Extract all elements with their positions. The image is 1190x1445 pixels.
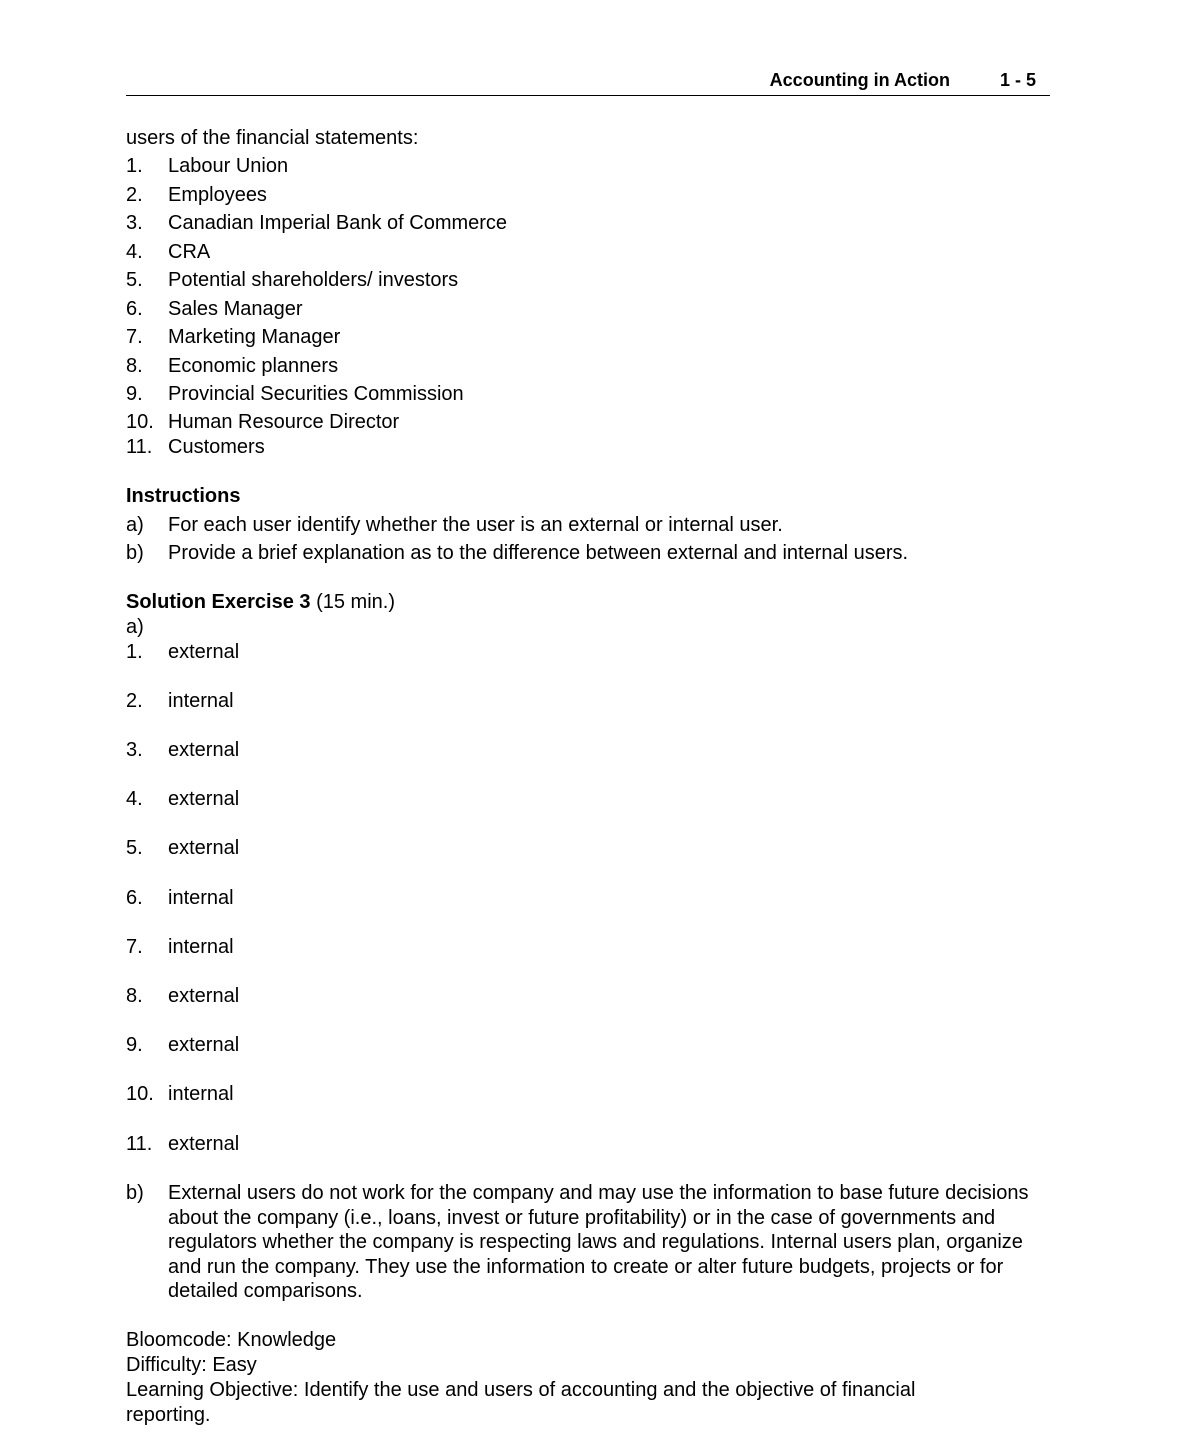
difficulty: Difficulty: Easy [126, 1354, 257, 1376]
part-b-answer [126, 1181, 1050, 1304]
answer-number: 8. [126, 985, 143, 1007]
header-title: Accounting in Action [769, 70, 950, 90]
part-b-text: External users do not work for the company and may use the information to base future decisions about the company (i.e., loans, invest or future profitability) or in the case of governments and regulators whether the company is respecting laws and regulations. Internal users plan, organize and run the company. They use the information to create or alter future budgets, projects or for detailed comparisons. [168, 1182, 1029, 1302]
solution-time: (15 min.) [316, 591, 395, 613]
list-text: Provincial Securities Commission [168, 383, 464, 405]
answer-number: 3. [126, 739, 143, 761]
answer-text: internal [168, 1083, 234, 1105]
page-header [126, 69, 1050, 96]
list-number: 10. [126, 411, 154, 433]
part-b-label: b) [126, 1182, 144, 1204]
list-number: 8. [126, 355, 143, 377]
instruction-text: Provide a brief explanation as to the difference between external and internal users. [168, 542, 909, 564]
answer-text: external [168, 788, 240, 810]
list-text: Canadian Imperial Bank of Commerce [168, 212, 508, 234]
answer-number: 1. [126, 641, 143, 663]
list-text: Employees [168, 184, 267, 206]
instructions-heading: Instructions [126, 485, 241, 507]
answer-text: external [168, 1133, 240, 1155]
header-page-number: 1 - 5 [999, 70, 1036, 90]
list-text: CRA [168, 241, 211, 263]
list-number: 4. [126, 241, 143, 263]
list-number: 11. [126, 436, 153, 458]
list-number: 1. [126, 155, 143, 177]
solution-title: Solution Exercise 3 [126, 591, 311, 613]
answer-text: internal [168, 887, 234, 909]
list-text: Potential shareholders/ investors [168, 269, 459, 291]
intro-text: users of the financial statements: [126, 127, 419, 149]
answer-number: 10. [126, 1083, 154, 1105]
answer-number: 11. [126, 1133, 153, 1155]
instruction-label: b) [126, 542, 144, 564]
list-text: Human Resource Director [168, 411, 400, 433]
list-text: Labour Union [168, 155, 289, 177]
answer-number: 5. [126, 837, 143, 859]
instruction-label: a) [126, 514, 144, 536]
list-text: Customers [168, 436, 265, 458]
list-number: 6. [126, 298, 143, 320]
answer-number: 4. [126, 788, 143, 810]
list-number: 7. [126, 326, 143, 348]
answer-text: internal [168, 690, 234, 712]
answer-text: external [168, 837, 240, 859]
list-text: Economic planners [168, 355, 339, 377]
answer-text: internal [168, 936, 234, 958]
list-text: Marketing Manager [168, 326, 341, 348]
list-number: 5. [126, 269, 143, 291]
instruction-text: For each user identify whether the user is an external or internal user. [168, 514, 783, 536]
answer-number: 7. [126, 936, 143, 958]
list-number: 3. [126, 212, 143, 234]
answer-text: external [168, 985, 240, 1007]
answer-number: 2. [126, 690, 143, 712]
answer-number: 6. [126, 887, 143, 909]
part-a-label: a) [126, 616, 144, 638]
learning-objective: Learning Objective: Identify the use and users of accounting and the objective of financial reporting. [126, 1379, 916, 1426]
answer-text: external [168, 641, 240, 663]
list-number: 9. [126, 383, 143, 405]
list-text: Sales Manager [168, 298, 303, 320]
answer-text: external [168, 739, 240, 761]
bloomcode: Bloomcode: Knowledge [126, 1329, 337, 1351]
answer-number: 9. [126, 1034, 143, 1056]
list-number: 2. [126, 184, 143, 206]
solution-heading [126, 590, 395, 614]
answer-text: external [168, 1034, 240, 1056]
